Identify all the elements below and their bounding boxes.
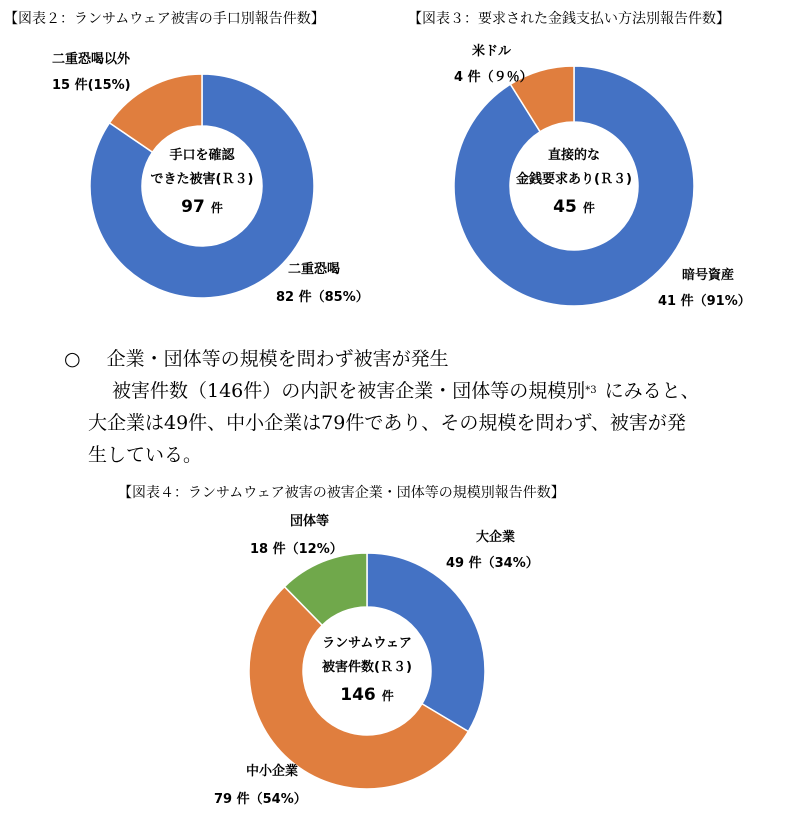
fig3-center-total [512,192,636,223]
fig4-slice-label-sme-value: 79 件（54%） [214,792,307,807]
paragraph-line-3: 生している。 [88,444,203,466]
fig3-center-line2: 金銭要求あり(Ｒ３) [516,172,632,187]
fig3-center-line1: 直接的な [547,148,600,163]
fig2-total-value: 97 [181,197,205,217]
fig4-title: 【図表４：ランサムウェア被害の被害企業・団体等の規模別報告件数】 [118,485,565,501]
paragraph-line-1 [112,376,700,406]
paragraph-bullet: ○ [64,348,81,370]
fig4-total-unit: 件 [381,689,394,703]
fig3-slice-label-usd-value: 4 件（９％） [454,70,533,85]
fig4-center-line1: ランサムウェア [322,636,412,651]
fig4-slice-label-large-value: 49 件（34%） [446,556,539,571]
fig4-center-text [300,632,434,711]
fig4-center-line2: 被害件数(Ｒ３) [322,660,412,675]
fig3-title: 【図表３：要求された金銭支払い方法別報告件数】 [408,11,730,27]
fig2-slice-label-other-name: 二重恐喝以外 [52,52,131,67]
fig4-total-value: 146 [340,685,376,705]
fig2-center-line1: 手口を確認 [169,148,235,163]
fig3-total-value: 45 [553,197,577,217]
fig2-slice-label-other-value: 15 件(15%) [52,78,131,93]
fig2-center-total [142,192,262,223]
fig4-slice-label-group-name: 団体等 [290,514,330,529]
footnote-ref: *3 [585,385,597,396]
fig2-center-text [142,144,262,223]
fig2-total-unit: 件 [210,201,223,215]
fig2-slice-label-double-name: 二重恐喝 [288,262,341,277]
fig3-slice-label-crypto-name: 暗号資産 [682,268,735,283]
fig3-slice-label-usd-name: 米ドル [472,44,512,59]
fig3-center-text [512,144,636,223]
fig3-total-unit: 件 [582,201,595,215]
paragraph-line-1b: にみると、 [604,380,700,402]
fig4-slice-label-group-value: 18 件（12%） [250,542,343,557]
paragraph-heading [64,344,449,374]
fig2-center-line2: できた被害(Ｒ３) [150,172,254,187]
fig4-slice-label-sme-name: 中小企業 [246,764,299,779]
fig3-slice-label-crypto-value: 41 件（91%） [658,294,751,309]
fig2-slice-label-double-value: 82 件（85%） [276,290,369,305]
paragraph-heading-text: 企業・団体等の規模を問わず被害が発生 [106,348,449,370]
fig4-center-total [300,680,434,711]
fig2-title: 【図表２：ランサムウェア被害の手口別報告件数】 [4,11,325,27]
fig4-slice-label-large-name: 大企業 [476,530,516,545]
paragraph-line-2: 大企業は49件、中小企業は79件であり、その規模を問わず、被害が発 [88,412,686,434]
paragraph-line-1a: 被害件数（146件）の内訳を被害企業・団体等の規模別 [112,380,586,402]
